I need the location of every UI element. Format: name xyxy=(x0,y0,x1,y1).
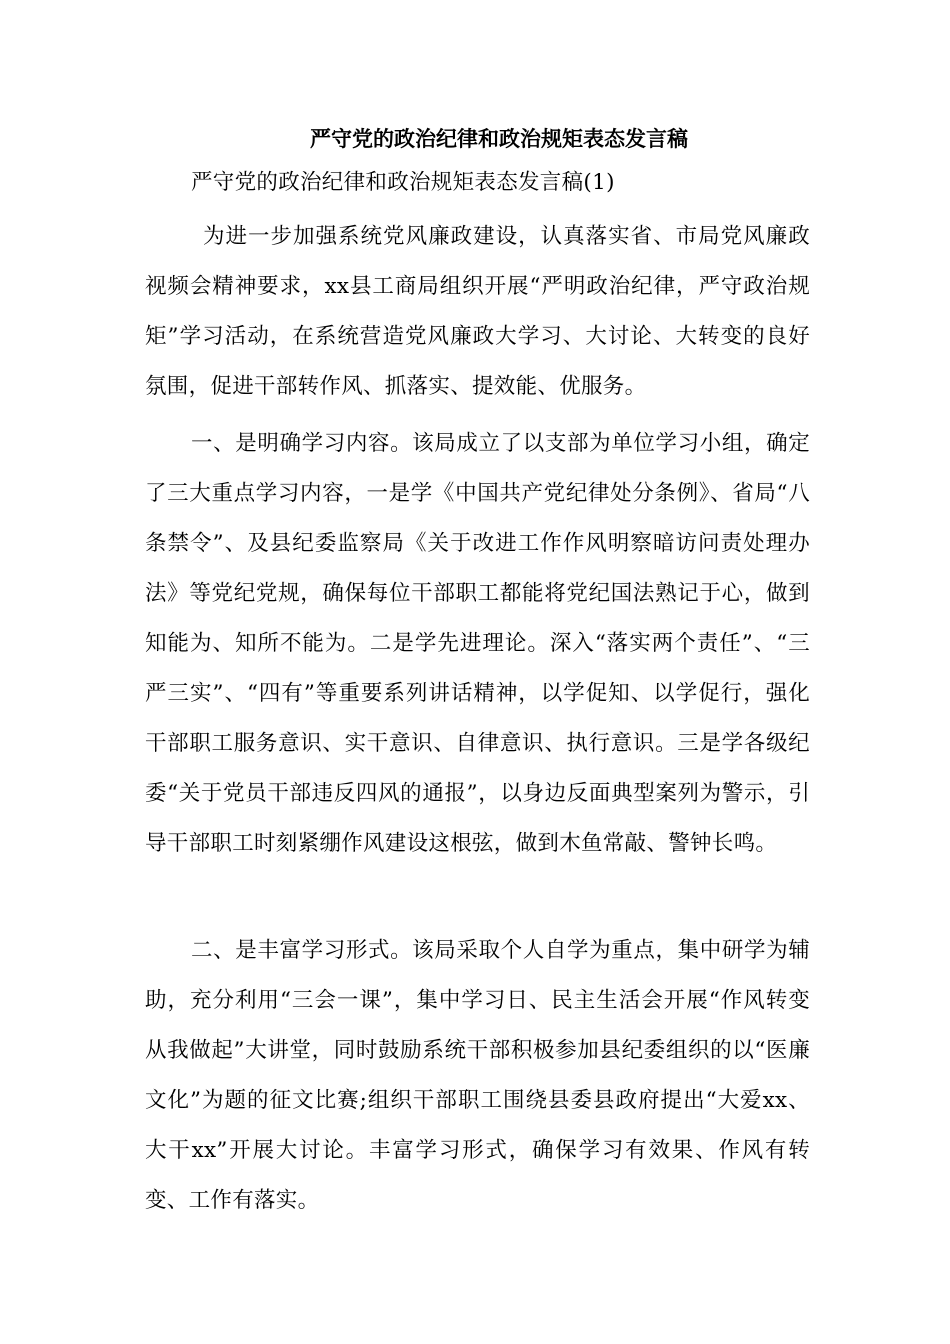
paragraph-intro: 为进一步加强系统党风廉政建设，认真落实省、市局党风廉政视频会精神要求，xx县工商局组织开展“严明政治纪律，严守政治规矩”学习活动，在系统营造党风廉政大学习、大讨论、大转变的良好氛围，促进干部转作风、抓落实、提效能、优服务。 xyxy=(145,224,810,399)
paragraph-learning-form: 二、是丰富学习形式。该局采取个人自学为重点，集中研学为辅助，充分利用“三会一课”，集中学习日、民主生活会开展“作风转变从我做起”大讲堂，同时鼓励系统干部积极参加县纪委组织的以“医廉文化”为题的征文比赛;组织干部职工围绕县委县政府提出“大爱xx、大干xx”开展大讨论。丰富学习形式，确保学习有效果、作风有转变、工作有落实。 xyxy=(145,938,810,1213)
paragraph-learning-content: 一、是明确学习内容。该局成立了以支部为单位学习小组，确定了三大重点学习内容，一是学《中国共产党纪律处分条例》、省局“八条禁令”、及县纪委监察局《关于改进工作作风明察暗访问责处理办法》等党纪党规，确保每位干部职工都能将党纪国法熟记于心，做到知能为、知所不能为。二是学先进理论。深入“落实两个责任”、“三严三实”、“四有”等重要系列讲话精神，以学促知、以学促行，强化干部职工服务意识、实干意识、自律意识、执行意识。三是学各级纪委“关于党员干部违反四风的通报”，以身边反面典型案列为警示，引导干部职工时刻紧绷作风建设这根弦，做到木鱼常敲、警钟长鸣。 xyxy=(145,431,810,856)
document-subtitle: 严守党的政治纪律和政治规矩表态发言稿(1) xyxy=(191,170,615,195)
document-title: 严守党的政治纪律和政治规矩表态发言稿 xyxy=(310,126,688,151)
